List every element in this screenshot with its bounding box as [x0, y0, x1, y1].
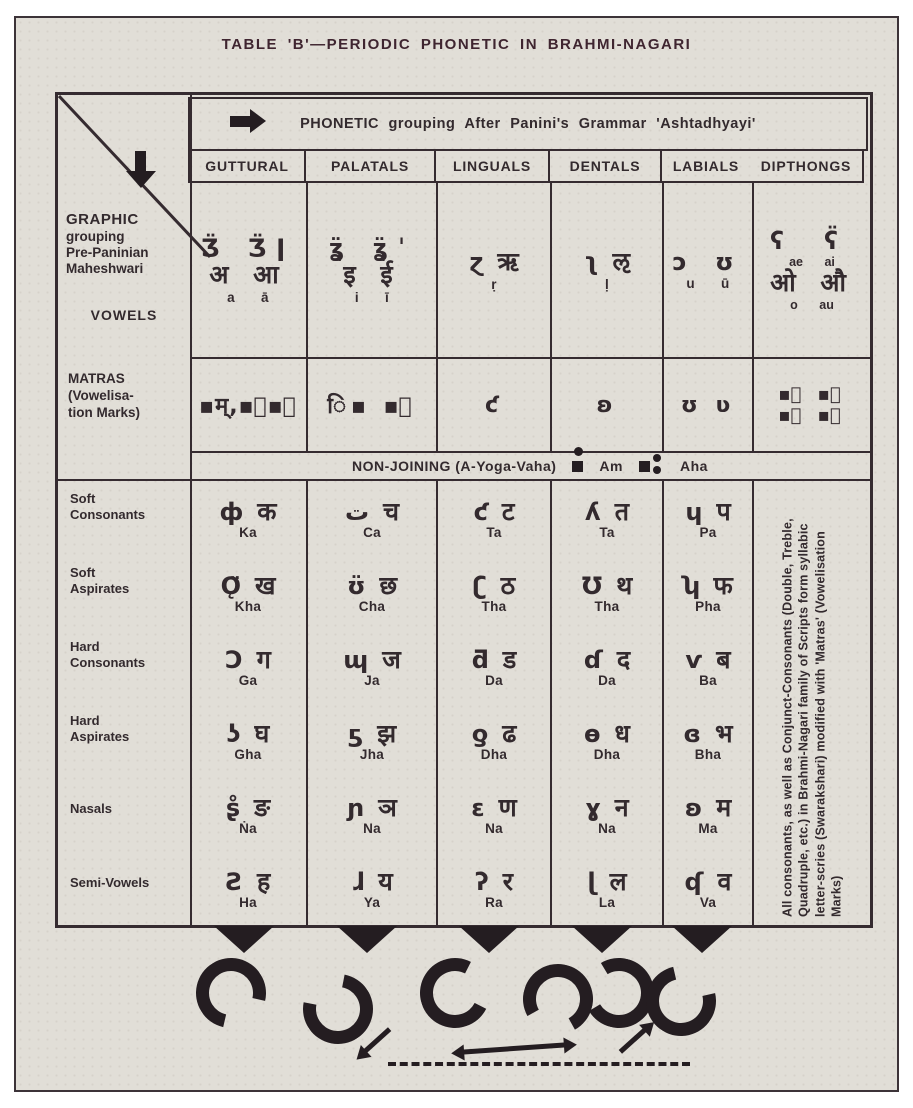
cell-gha: ʖ घ Gha [226, 719, 270, 762]
vowel-cell-dentals [550, 183, 662, 357]
cell-kha: Ǫ̈ ख Kha [220, 571, 276, 614]
row-label-matras: MATRAS (Vowelisa- tion Marks) [68, 371, 141, 420]
dashed-connector [388, 1062, 690, 1066]
cell-ja: ɰ ज Ja [306, 629, 436, 703]
brahmi-glyphs: ʅ [583, 248, 599, 277]
graphic-line: Maheshwari [66, 261, 144, 277]
nagari-glyphs: ओ औ [770, 267, 854, 297]
row-label-hard-consonants: Hard Consonants [70, 639, 146, 671]
consonant-grid [190, 481, 752, 925]
cell-pa: ɥ प Pa [662, 481, 752, 555]
aha-label: Aha [679, 458, 708, 474]
cell-bha: ɞ भ Bha [662, 703, 752, 777]
brahmi-glyphs: ʓ̈ ʓ̈ˈ [328, 233, 416, 262]
page-title: TABLE 'B'—PERIODIC PHONETIC IN BRAHMI-NAGARI [221, 36, 692, 53]
roman-label: ṛ [491, 276, 497, 292]
cell-ra: ʔ र Ra [436, 851, 550, 925]
matras-row [190, 357, 870, 451]
conjunct-consonants-note: All consonants, as well as Conjunct-Consonants (Double, Treble, Quadruple, etc.) in Brahmi-Nagari family of Scripts form syllabic letter-scries (Swarakshari) modified with 'Matras' (Vowelisation Marks) [780, 518, 844, 917]
matra-glyphs: ▪े ▪ै [778, 384, 846, 405]
graphic-line: grouping [66, 229, 125, 244]
vowel-cell-labials [662, 183, 752, 357]
matra-cell-palatals [306, 359, 436, 451]
vowel-cell-dipthongs [752, 183, 870, 357]
cell-jha: ƽ झ Jha [306, 703, 436, 777]
cell-cha: ʊ̈ छ Cha [306, 555, 436, 629]
matra-cell-linguals [436, 359, 550, 451]
row-label-hard-aspirates: Hard Aspirates [70, 713, 130, 745]
matra-cell-guttural [190, 359, 306, 451]
triangle-marker [214, 926, 274, 953]
matra-glyphs: ʚ [596, 392, 618, 418]
cell-pha: ʮ फ Pha [662, 555, 752, 629]
row-label-soft-aspirates: Soft Aspirates [70, 565, 130, 597]
nagari-glyphs: अ आ [209, 260, 287, 290]
roman-label: i ī [354, 290, 390, 306]
col-header-linguals: LINGUALS [436, 149, 550, 183]
col-header-dentals: DENTALS [550, 149, 662, 183]
matra-glyphs: ▪ो ▪ौ [778, 405, 846, 426]
cell-nna: ɛ ण Na [436, 777, 550, 851]
cell-tha: Ʊ थ Tha [550, 555, 662, 629]
col-header-palatals: PALATALS [306, 149, 436, 183]
matra-glyphs: ƈ [484, 392, 504, 418]
graphic-line: GRAPHIC [66, 211, 139, 228]
matra-cell-labials [662, 359, 752, 451]
phonetic-table [55, 92, 873, 928]
cell-ta: ʎ त Ta [550, 481, 662, 555]
vowel-cell-guttural [190, 183, 306, 357]
row-label-semi-vowels: Semi-Vowels [70, 875, 150, 890]
matra-glyphs: ▪म्,▪ा▪ा [199, 394, 297, 419]
col-header-guttural: GUTTURAL [188, 149, 306, 183]
brahmi-glyphs: ʕ ʕ̈ [770, 227, 854, 256]
row-label-soft-consonants: Soft Consonants [70, 491, 146, 523]
cell-dha: ɵ ध Dha [550, 703, 662, 777]
cell-ddha: ƍ ढ Dha [436, 703, 550, 777]
roman-label: ḷ [604, 276, 610, 292]
cell-ca: ت च Ca [306, 481, 436, 555]
consonant-row-labels [58, 481, 190, 925]
brahmi-glyphs: Ʒ̈ Ʒ̈ǀ [200, 233, 296, 262]
cell-nya: ɲ ञ Na [306, 777, 436, 851]
am-label: Am [599, 458, 623, 474]
non-joining-label: NON-JOINING (A-Yoga-Vaha) [352, 458, 557, 474]
col-header-dipthongs: DIPTHONGS [760, 158, 852, 174]
am-symbol-icon [572, 461, 583, 472]
matra-glyphs: ʊ ʋ [680, 392, 736, 418]
graphic-grouping-header [66, 211, 188, 278]
cell-la: ɭ ल La [550, 851, 662, 925]
col-header-labials-dipthongs [662, 149, 864, 183]
roman-label: u ū [686, 275, 730, 291]
cell-ya: ɺ य Ya [306, 851, 436, 925]
brahmi-glyphs: ɔ ʊ [672, 248, 744, 277]
cell-ka: ф क Ka [219, 497, 277, 540]
nagari-glyphs: ऌ [612, 247, 630, 277]
cell-nga: ʂ̊ ङ Ṅa [225, 793, 271, 836]
triangle-marker [337, 926, 397, 953]
vowel-cell-palatals [306, 183, 436, 357]
cell-ma: ʚ म Ma [662, 777, 752, 851]
col-header-labials: LABIALS [672, 158, 740, 174]
matra-glyphs: ि▪ ▪ी [327, 394, 417, 419]
aha-symbol-icon [639, 461, 650, 472]
matra-cell-dentals [550, 359, 662, 451]
brahmi-glyphs: ɀ [469, 248, 484, 277]
cell-ga: Ɔ ग Ga [225, 645, 271, 688]
matra-cell-dipthongs [752, 359, 870, 451]
roman-label: o au [790, 297, 834, 312]
vowel-cell-linguals [436, 183, 550, 357]
cell-ttha: ʗ ठ Tha [436, 555, 550, 629]
nagari-glyphs: इ ई [343, 260, 401, 290]
column-header-band [188, 149, 864, 183]
row-label-nasals: Nasals [70, 801, 112, 816]
cell-na: ɣ न Na [550, 777, 662, 851]
cell-ha: Ƨ ह Ha [225, 867, 271, 910]
roman-label: a ā [227, 290, 269, 306]
graphic-line: Pre-Paninian [66, 245, 149, 261]
cell-da: ɗ द Da [550, 629, 662, 703]
vowels-row [190, 183, 870, 357]
cell-va: ʠ व Va [662, 851, 752, 925]
note-column [752, 481, 870, 925]
roman-label: ae ai [789, 254, 835, 269]
phonetic-grouping-strip [188, 97, 868, 151]
cell-ba: ѵ ब Ba [662, 629, 752, 703]
triangle-marker [459, 926, 519, 953]
cell-dda: ƌ ड Da [436, 629, 550, 703]
cell-tta: ƈ ट Ta [436, 481, 550, 555]
phonetic-grouping-text: PHONETIC grouping After Panini's Grammar 'Ashtadhyayi' [300, 116, 756, 132]
row-label-vowels: VOWELS [90, 307, 158, 323]
nagari-glyphs: ऋ [497, 247, 519, 277]
triangle-marker [572, 926, 632, 953]
triangle-marker [672, 926, 732, 953]
non-joining-band [190, 451, 870, 479]
